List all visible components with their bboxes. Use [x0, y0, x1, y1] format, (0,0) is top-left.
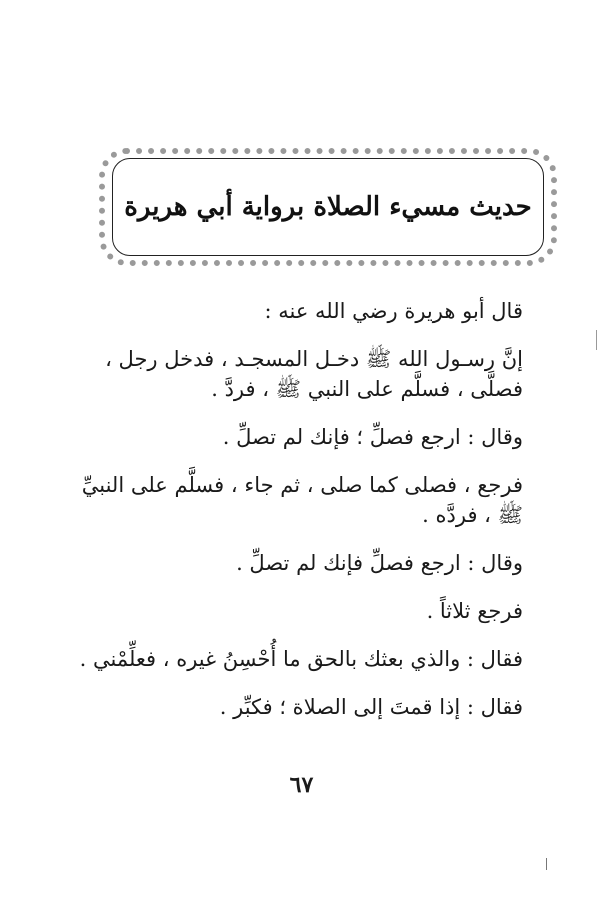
paragraph: فقال : والذي بعثك بالحق ما أُحْسِنُ غيره ، فعلِّمْني .: [79, 647, 523, 671]
paragraph: فرجع ثلاثاً .: [426, 599, 523, 623]
paragraph: إنَّ رسـول الله ﷺ دخـل المسجـد ، فدخل رجل ، فصلَّى ، فسلَّم على النبي ﷺ ، فردَّ .: [105, 347, 523, 401]
paragraph: وقال : ارجع فصلِّ فإنك لم تصلِّ .: [236, 551, 523, 575]
margin-mark: [546, 858, 547, 870]
title-frame: [112, 158, 544, 256]
paragraph: فرجع ، فصلى كما صلى ، ثم جاء ، فسلَّم على النبيِّ ﷺ ، فردَّه .: [81, 473, 523, 527]
chapter-title: حديث مسيء الصلاة برواية أبي هريرة: [124, 192, 532, 222]
body-text: [78, 296, 523, 740]
paragraph: وقال : ارجع فصلِّ ؛ فإنك لم تصلِّ .: [222, 425, 523, 449]
page-number: ٦٧: [289, 772, 314, 798]
margin-mark: [596, 330, 597, 350]
paragraph: فقال : إذا قمتَ إلى الصلاة ؛ فكبِّر .: [219, 695, 523, 719]
paragraph: قال أبو هريرة رضي الله عنه :: [264, 299, 523, 323]
